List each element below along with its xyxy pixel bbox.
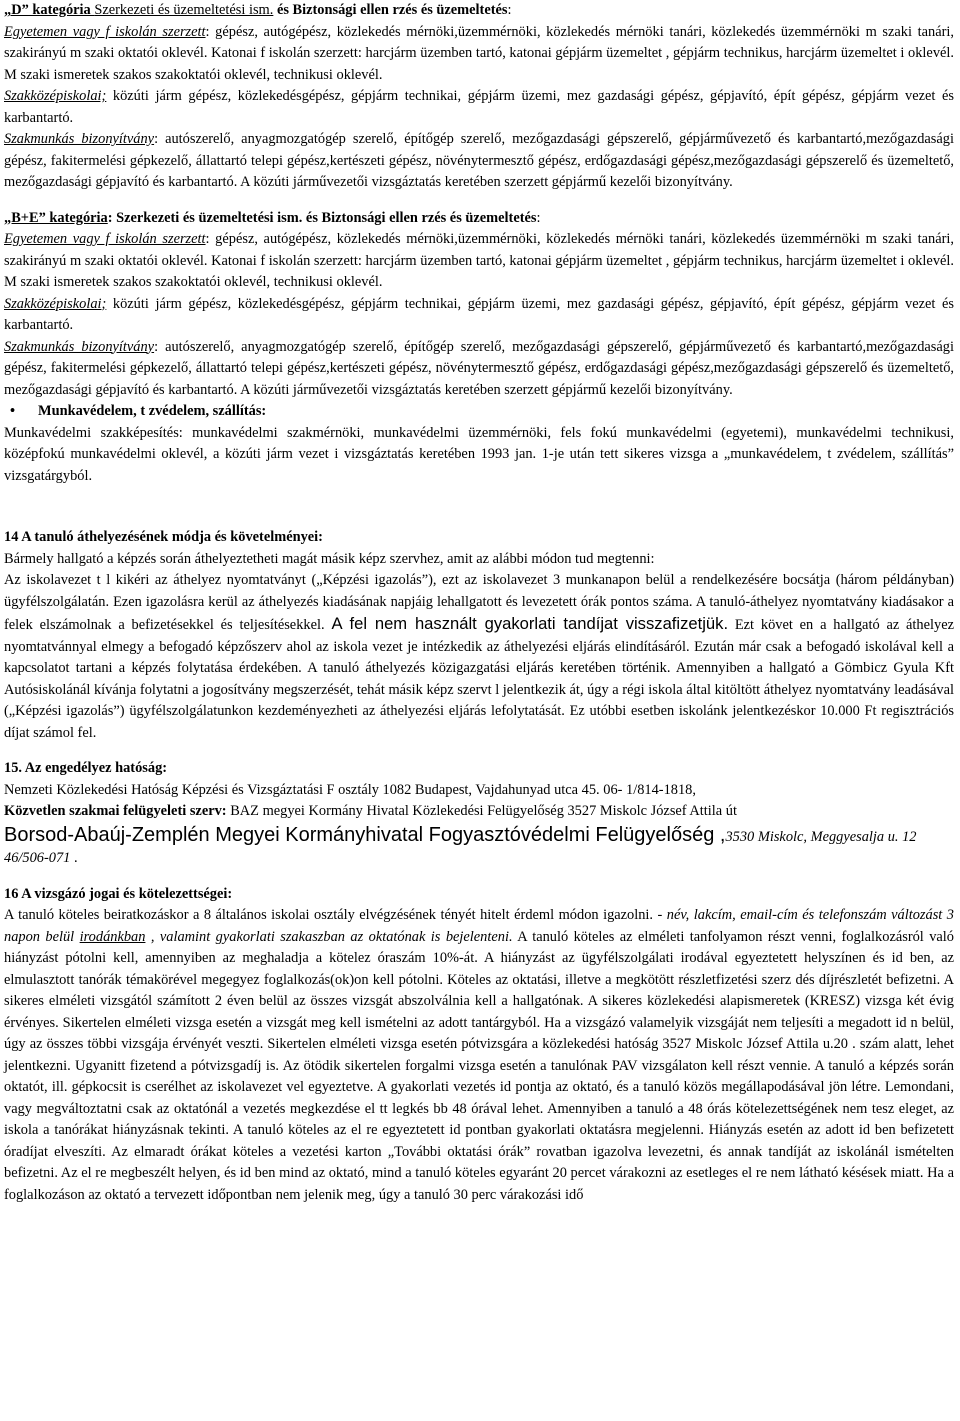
unused-fee-refund-note: A fel nem használt gyakorlati tandíjat visszafizetjük. xyxy=(324,614,729,633)
d-category-subject: Szerkezeti és üzemeltetési ism. xyxy=(94,2,274,18)
be-university-label: Egyetemen vagy f iskolán szerzett xyxy=(4,231,206,247)
d-certificate-text: : autószerelő, anyagmozgatógép szerelő, építőgép szerelő, mezőgazdasági gépszerelő, gépjárművezető és karbantartó,mezőgazdasági gépész, fakitermelési gépkezelő, állattartó telepi gépész,kertészeti gépész, növénytermesztő gépész, erdőgazdasági gépész,mezőgazdasági gépszerelő és üzemeltető, mezőgazdasági gépjavító és karbantartó. A közúti járművezetői vizsgáztatás keretében szerzett gépjármű kezelői bizonyítvány. xyxy=(4,131,954,190)
section-15-heading: 15. Az engedélyez hatóság: xyxy=(4,760,168,776)
section-15-consumer-protection: Borsod-Abaúj-Zemplén Megyei Kormányhivatal Fogyasztóvédelmi Felügyelőség ,3530 Miskolc, Meggyesalja u. 12 46/506-071 . xyxy=(4,823,917,866)
d-university-text: : gépész, autógépész, közlekedés mérnöki,üzemmérnöki, közlekedés mérnöki tanári, közlekedés üzemmérnöki m szaki tanári, szakirányú m szaki oktatói oklevél. Katonai f iskolán szerzett: harcjárm üzemben tartó, katonai gépjárm üzemeltet , gépjárm technikus, harcjárm üzemeltet i oklevél. M szaki ismeretek szakos szakoktatói oklevél, technikusi oklevél. xyxy=(4,23,954,83)
section-15-authority: Nemzeti Közlekedési Hatóság Képzési és Vizsgáztatási F osztály 1082 Budapest, Vajdahunyad utca 45. 06- 1/814-1818, xyxy=(4,781,696,798)
be-university-text: : gépész, autógépész, közlekedés mérnöki,üzemmérnöki, közlekedés mérnöki tanári, közlekedés üzemmérnöki m szaki tanári, szakirányú m szaki oktatói oklevél. Katonai f iskolán szerzett: harcjárm üzemben tartó, katonai gépjárm üzemeltet , gépjárm technikus, harcjárm üzemeltet i oklevél. M szaki ismeretek szakos szakoktatói oklevél, technikusi oklevél. xyxy=(4,231,954,290)
office-link-text: irodánkban xyxy=(79,928,146,945)
section-14-heading: 14 A tanuló áthelyezésének módja és követelményei: xyxy=(4,529,323,545)
safety-heading: • Munkavédelem, t zvédelem, szállítás: xyxy=(4,401,954,423)
be-certificate-paragraph xyxy=(4,337,954,402)
safety-paragraph: Munkavédelmi szakképesítés: munkavédelmi szakmérnöki, munkavédelmi üzemmérnöki, fels fokú munkavédelmi (egyetemi), munkavédelmi technikusi, középfokú munkavédelmi oklevél, a közúti járm vezet i vizsgáztatás keretében 1993 jan. 1-je után tett sikeres vizsga a „munkavédelem, t zvédelem, szállítás” vizsgatárgyból. xyxy=(4,424,954,484)
be-vocational-paragraph xyxy=(4,294,954,337)
section-14-intro: Bármely hallgató a képzés során áthelyeztetheti magát másik képz szervhez, amit az alábbi módon tud megtenni: xyxy=(4,550,655,567)
bullet-icon: • xyxy=(10,403,16,419)
d-category-subject-2: és Biztonsági ellen rzés és üzemeltetés xyxy=(273,2,508,18)
d-category-title: „D” kategória Szerkezeti és üzemeltetési ism. és Biztonsági ellen rzés és üzemeltetés: xyxy=(4,2,512,18)
be-vocational-text: közúti járm gépész, közlekedésgépész, gépjárm technikai, gépjárm üzemi, mez gazdasági gépész, gépjavító, épít gépész, gépjárm vezet és karbantartó. xyxy=(4,295,954,333)
d-certificate-paragraph xyxy=(4,129,954,194)
d-certificate-label: Szakmunkás bizonyítvány xyxy=(4,131,155,147)
be-category-label: „B+E” kategória xyxy=(4,209,108,226)
be-category-title: „B+E” kategória: Szerkezeti és üzemeltetési ism. és Biztonsági ellen rzés és üzemeltetés: xyxy=(4,209,541,226)
be-certificate-text: : autószerelő, anyagmozgatógép szerelő, építőgép szerelő, mezőgazdasági gépszerelő, gépjárművezető és karbantartó,mezőgazdasági gépész, fakitermelési gépkezelő, állattartó telepi gépész,kertészeti gépész, növénytermesztő gépész, erdőgazdasági gépész,mezőgazdasági gépszerelő és üzemeltető, mezőgazdasági gépjavító és karbantartó. A közúti járművezetői vizsgáztatás keretében szerzett gépjármű kezelői bizonyítvány. xyxy=(4,338,954,398)
d-vocational-paragraph xyxy=(4,86,954,129)
d-category-label: „D” kategória xyxy=(4,2,95,18)
section-16-heading: 16 A vizsgázó jogai és kötelezettségei: xyxy=(4,885,233,902)
d-university-paragraph xyxy=(4,22,954,87)
section-15-supervisor: Közvetlen szakmai felügyeleti szerv: BAZ megyei Kormány Hivatal Közlekedési Felügyelőség 3527 Miskolc József Attila út xyxy=(4,803,737,819)
d-vocational-label: Szakközépiskolai; xyxy=(4,88,107,104)
be-vocational-label: Szakközépiskolai; xyxy=(4,295,107,312)
section-14-body: Az iskolavezet t l kikéri az áthelyez nyomtatványt („Képzési igazolás”), ezt az iskolavezet 3 munkanapon belül a rendelkezésére bocsátja (három példányban) ügyfélszolgálatán. Ezen igazolásra kerül az áthelyezés kiadásának napjáig lehallgatott és levezetett órák pontos száma. A tanuló-áthelyez nyomtatvány kiadásakor a felek elszámolnak a befizetésekkel és teljesítésekkel. A fel nem használt gyakorlati tandíjat visszafizetjük. Ezt követ en a hallgató az áthelyez nyomtatvánnyal elmegy a befogadó képzőszerv ahol az iskola vezet je intézkedik az áthelyezési eljárás elindításáról. Ezután már csak a befogadó iskolával kell a kapcsolatot tartani a képzés folytatása érdekében. A tanuló áthelyezés közigazgatási eljárás keretében történik. Amennyiben a hallgató a Gömbicz Gyula Kft Autósiskolánál kívánja folytatni a jogosítvány megszerzését, tehát másik képz szervt l jelentkezik át, úgy a régi iskola által kitöltött áthelyez nyomtatvány leadásával („Képzési igazolás”) ügyfélszolgálatunkon kezdeményezheti az áthelyezési eljárás lefolytatását. Ez utóbbi esetben iskolánk jelentkezéskor 10.000 Ft regisztrációs díjat számol fel. xyxy=(4,572,954,741)
d-university-label: Egyetemen vagy f iskolán szerzett xyxy=(4,23,206,40)
d-vocational-text: közúti járm gépész, közlekedésgépész, gépjárm technikai, gépjárm üzemi, mez gazdasági gépész, gépjavító, épít gépész, gépjárm vezet és karbantartó. xyxy=(4,88,954,126)
be-university-paragraph xyxy=(4,229,954,294)
be-certificate-label: Szakmunkás bizonyítvány xyxy=(4,338,155,355)
section-16-body: A tanuló köteles beiratkozáskor a 8 általános iskolai osztály elvégzésének tényét hitelt érdeml módon igazolni. - név, lakcím, email-cím és telefonszám változást 3 napon belül irodánkban , valamint gyakorlati szakaszban az oktatónak is bejelenteni. A tanuló köteles az elméleti tanfolyamon részt venni, foglalkozásról való hiányzást pótolni kell, amennyiben az meghaladja a kötelez óraszám 10%-át. A hiányzást az ügyfélszolgálati irodával egyeztetett helyszínen és id ben, az elmulasztott tanórák témakörével megegyez foglalkozás(ok)on kell pótolni. Köteles az oktatási, illetve a megkötött részletfizetési szerz dés díjrészletét befizetni. A sikeres elméleti vizsgától számított 2 éven belül az összes vizsgát abszolválnia kell a hallgatónak. A sikeres közlekedési alapismeretek (KRESZ) vizsga két évig érvényes. Sikertelen elméleti vizsga esetén a vizsgát meg kell ismételni az adott tantárgyból. Ha a vizsgázó valamelyik vizsgáját nem teljesíti a megadott id n belül, úgy az összes többi vizsgája érvényét veszti. Sikertelen elméleti vizsga esetén pótvizsgára a közlekedési hatóság 3527 Miskolc József Attila u.20 . szám alatt, lehet jelentkezni. Ugyanitt fizetend a pótvizsgadíj is. Az ötödik sikertelen forgalmi vizsga esetén a tanulónak PAV vizsgálaton kell részt vennie. A tanuló a képzés során oktatót, ill. gépkocsit is cserélhet az iskolavezet vel egyeztetve. A gyakorlati vezetés id pontja az oktató, és a tanuló közös megállapodásával jön létre. Lemondani, vagy megváltoztatni csak az oktatónál a vezetés megkezdése el tt legkés bb 48 órával lehet. Amennyiben a tanuló a 48 órás kötelezettségének nem tesz eleget, az iskola a tanórákat hiányzásnak tekinti. A tanuló köteles az el re egyeztetett id pontban gyakorlati oktatásra megjelenni. Hiányzás esetén az adott id ben befizetett óradíjat elveszíti. Az elmaradt órákat köteles a vezetési karton „További oktatási órák” rovatban igazolva levezetni, és annak tandíját az iskolánál ismételten befizetni. Az el re megbeszélt helyen, és id ben mind az oktató, mind a tanuló köteles egyaránt 20 percet várakozni az esetleges el re nem látható késések miatt. Ha a foglalkozáson az oktató a tervezett időpontban nem jelenik meg, úgy a tanuló 30 perc várakozási idő xyxy=(4,907,954,1203)
be-category-subject: : Szerkezeti és üzemeltetési ism. és Biztonsági ellen rzés és üzemeltetés xyxy=(107,209,537,226)
